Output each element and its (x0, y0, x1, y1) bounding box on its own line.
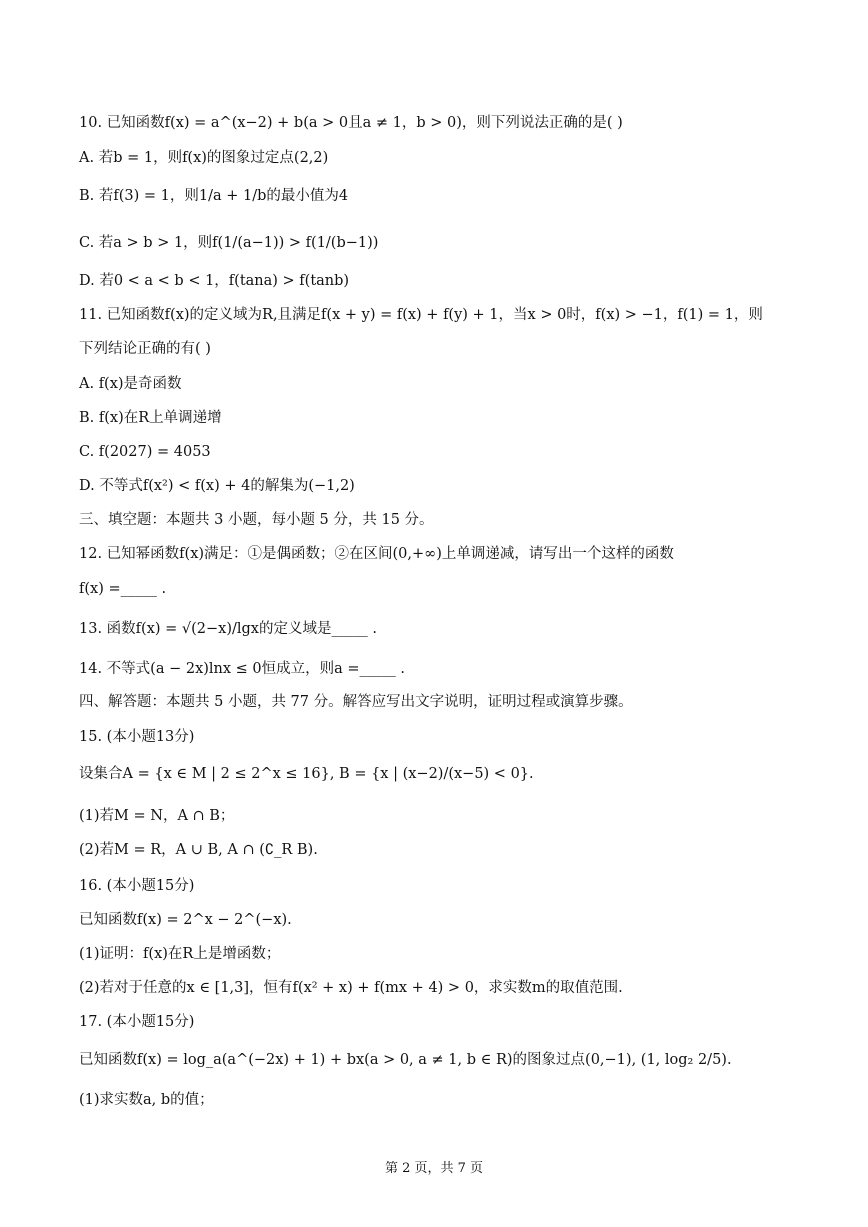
question-15-part-1: (1)若M = N，A ∩ B； (79, 808, 235, 824)
question-13: 13. 函数f(x) = √(2−x)/lgx的定义域是_____ . (79, 621, 377, 637)
option-11b: B. f(x)在R上单调递增 (79, 410, 222, 426)
option-11d: D. 不等式f(x²) < f(x) + 4的解集为(−1,2) (79, 478, 355, 494)
question-14: 14. 不等式(a − 2x)lnx ≤ 0恒成立，则a =_____ . (79, 661, 406, 677)
question-17-body: 已知函数f(x) = log_a(a^(−2x) + 1) + bx(a > 0, a ≠ 1, b ∈ R)的图象过点(0,−1), (1, log₂ 2/5). (79, 1052, 732, 1068)
section-heading-fill-in: 三、填空题：本题共 3 小题，每小题 5 分，共 15 分。 (79, 512, 434, 528)
question-17: 17. (本小题15分) (79, 1014, 195, 1030)
question-16-body: 已知函数f(x) = 2^x − 2^(−x). (79, 912, 292, 928)
question-16: 16. (本小题15分) (79, 878, 195, 894)
question-16-part-2: (2)若对于任意的x ∈ [1,3]，恒有f(x² + x) + f(mx + 4) > 0，求实数m的取值范围. (79, 980, 623, 996)
question-17-part-1: (1)求实数a, b的值； (79, 1092, 214, 1108)
question-12: 12. 已知幂函数f(x)满足：①是偶函数；②在区间(0,+∞)上单调递减，请写出一个这样的函数 (79, 546, 674, 562)
question-15-part-2: (2)若M = R，A ∪ B, A ∩ (∁_R B). (79, 842, 318, 858)
option-10a: A. 若b = 1，则f(x)的图象过定点(2,2) (79, 150, 329, 166)
section-heading-answer: 四、解答题：本题共 5 小题，共 77 分。解答应写出文字说明，证明过程或演算步骤。 (79, 694, 633, 710)
page-footer: 第 2 页，共 7 页 (384, 1161, 484, 1176)
option-10c: C. 若a > b > 1，则f(1/(a−1)) > f(1/(b−1)) (79, 235, 379, 251)
option-11a: A. f(x)是奇函数 (79, 376, 182, 392)
question-12-continued: f(x) =_____ . (79, 581, 167, 597)
question-15: 15. (本小题13分) (79, 729, 195, 745)
question-16-part-1: (1)证明：f(x)在R上是增函数； (79, 946, 281, 962)
option-10d: D. 若0 < a < b < 1，f(tana) > f(tanb) (79, 273, 350, 289)
question-11-continued: 下列结论正确的有( ) (79, 341, 211, 357)
question-15-body: 设集合A = {x ∈ M | 2 ≤ 2^x ≤ 16}, B = {x | (x−2)/(x−5) < 0}. (79, 766, 534, 782)
question-10: 10. 已知函数f(x) = a^(x−2) + b(a > 0且a ≠ 1，b > 0)，则下列说法正确的是( ) (79, 115, 623, 131)
question-11: 11. 已知函数f(x)的定义域为R,且满足f(x + y) = f(x) + f(y) + 1，当x > 0时，f(x) > −1，f(1) = 1，则 (79, 307, 763, 323)
option-10b: B. 若f(3) = 1，则1/a + 1/b的最小值为4 (79, 188, 349, 204)
option-11c: C. f(2027) = 4053 (79, 444, 211, 460)
